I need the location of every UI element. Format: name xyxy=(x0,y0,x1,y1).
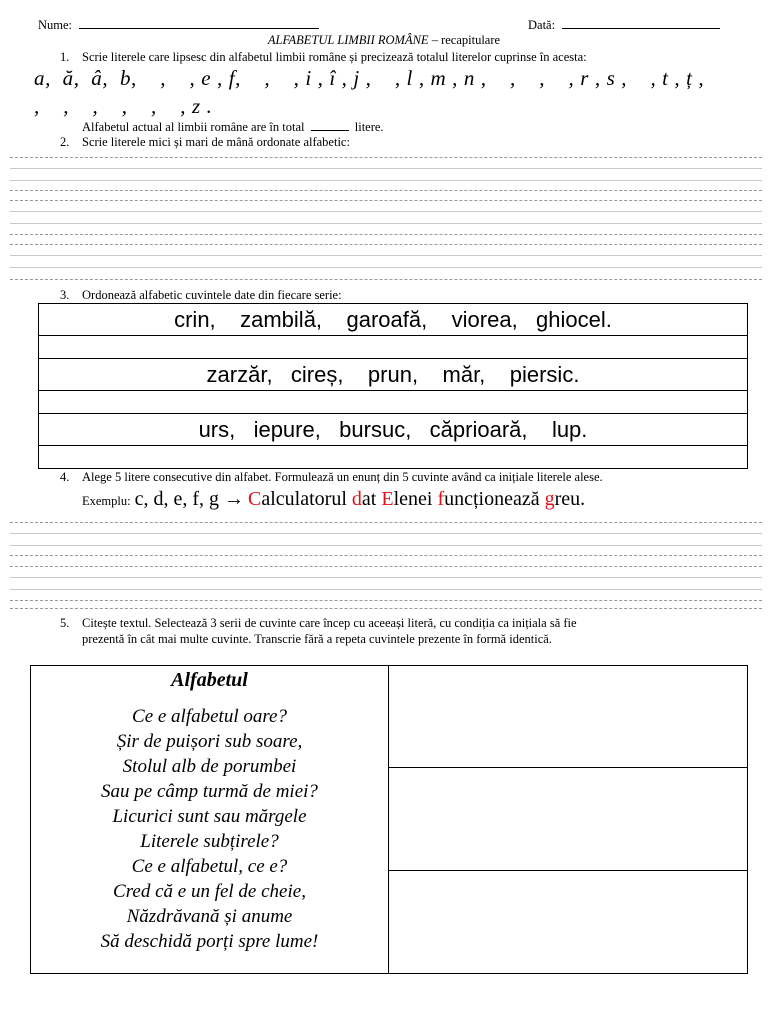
page-subtitle: – recapitulare xyxy=(431,33,501,47)
example-initial-1: C xyxy=(248,488,262,510)
poem-cell xyxy=(31,666,389,974)
name-label: Nume: xyxy=(38,18,73,32)
ex5-instruction-2: prezentă în cât mai multe cuvinte. Transcrie fără a repeta cuvintele prezente în formă identică. xyxy=(82,632,552,646)
ex1-number: 1. xyxy=(60,50,70,64)
ex1-instruction-row xyxy=(60,50,587,65)
ex4-instruction-row xyxy=(60,470,603,485)
example-word-3: lenei xyxy=(393,488,438,510)
example-label: Exemplu: xyxy=(82,494,131,508)
poem-title: Alfabetul xyxy=(171,669,248,691)
example-word-4: uncționează xyxy=(444,488,545,510)
poem-line-2: Șir de puișori sub soare, xyxy=(116,731,303,752)
date-field[interactable] xyxy=(562,16,720,29)
name-field[interactable] xyxy=(79,16,319,29)
alphabet-total-field[interactable] xyxy=(311,119,349,131)
ex5-instruction-row xyxy=(60,616,750,631)
poem-line-3: Stolul alb de porumbei xyxy=(122,756,297,777)
word-series-3: urs, iepure, bursuc, căprioară, lup. xyxy=(39,414,748,446)
poem-line-7: Ce e alfabetul, ce e? xyxy=(131,856,288,877)
answer-cell-3[interactable] xyxy=(39,446,748,469)
word-series-2: zarzăr, cireș, prun, măr, piersic. xyxy=(39,359,748,391)
example-initial-3: E xyxy=(381,488,394,510)
page-title-row xyxy=(0,33,768,48)
ex4-instruction: Alege 5 litere consecutive din alfabet. Formulează un enunț din 5 cuvinte având ca inițiale literele alese. xyxy=(82,470,603,484)
poem-line-5: Licurici sunt sau mărgele xyxy=(112,806,307,827)
ex2-instruction: Scrie literele mici și mari de mână ordonate alfabetic: xyxy=(82,135,350,149)
example-initial-2: d xyxy=(351,488,362,510)
poem-line-6: Literele subțirele? xyxy=(140,831,279,852)
ex5-number: 5. xyxy=(60,616,70,630)
example-initial-5: g xyxy=(544,488,555,510)
alphabet-total-suffix: litere. xyxy=(354,120,384,134)
example-initial-4: f xyxy=(437,488,445,510)
poem-table xyxy=(30,665,748,974)
ex2-instruction-row xyxy=(60,135,350,150)
answer-box-1[interactable] xyxy=(389,666,748,768)
poem-line-10: Să deschidă porți spre lume! xyxy=(100,931,319,952)
answer-box-3[interactable] xyxy=(389,871,748,974)
page-title: ALFABETUL LIMBII ROMÂNE xyxy=(267,33,429,47)
ex2-number: 2. xyxy=(60,135,70,149)
ex5-instruction-row-2 xyxy=(82,632,552,647)
name-label-row xyxy=(38,16,319,33)
example-letters: c, d, e, f, g → xyxy=(134,488,245,510)
ex5-instruction-1: Citește textul. Selectează 3 serii de cuvinte care încep cu aceeași literă, cu condiția ca inițiala să fie xyxy=(82,616,577,630)
ex3-number: 3. xyxy=(60,288,70,302)
answer-cell-2[interactable] xyxy=(39,391,748,414)
word-series-table xyxy=(38,303,748,469)
date-label-row xyxy=(528,16,720,33)
poem-line-9: Năzdrăvană și anume xyxy=(126,906,293,927)
alphabet-total-prefix: Alfabetul actual al limbii române are în total xyxy=(82,120,305,134)
answer-cell-1[interactable] xyxy=(39,336,748,359)
alphabet-line-1: a, ă, â, b, , , e , f, , , i , î , j , , l , m , n , , , , r , s , , t , ț , xyxy=(34,66,705,90)
poem-line-4: Sau pe câmp turmă de miei? xyxy=(101,781,318,802)
ex1-instruction: Scrie literele care lipsesc din alfabetul limbii române și precizează totalul literelor cuprinse în acesta: xyxy=(82,50,587,64)
example-word-5: reu. xyxy=(554,488,586,510)
word-series-1: crin, zambilă, garoafă, viorea, ghiocel. xyxy=(39,304,748,336)
ex3-instruction: Ordonează alfabetic cuvintele date din fiecare serie: xyxy=(82,288,342,302)
poem-line-1: Ce e alfabetul oare? xyxy=(132,706,287,727)
poem-line-8: Cred că e un fel de cheie, xyxy=(113,881,306,902)
answer-box-2[interactable] xyxy=(389,768,748,871)
alphabet-total-row xyxy=(82,119,384,135)
example-word-1: alculatorul xyxy=(261,488,352,510)
date-label: Dată: xyxy=(528,18,556,32)
example-sentence xyxy=(248,488,585,510)
ex4-example-row xyxy=(82,488,585,511)
ex3-instruction-row xyxy=(60,288,342,303)
alphabet-line-2: , , , , , , z . xyxy=(34,94,213,118)
ex4-number: 4. xyxy=(60,470,70,484)
example-word-2: at xyxy=(361,488,382,510)
